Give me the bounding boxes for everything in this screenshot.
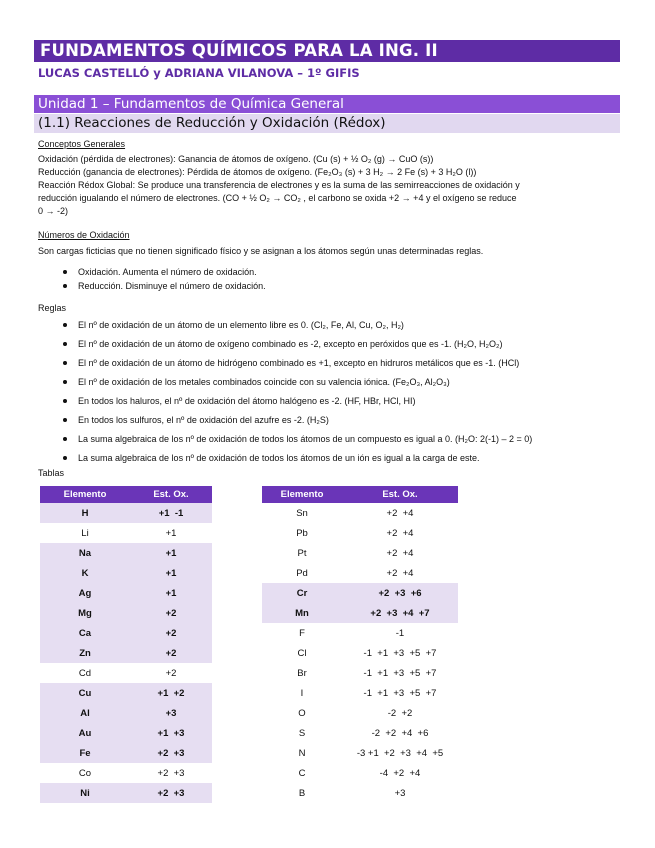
table-header-row bbox=[40, 486, 212, 503]
oxidation-state-cell: +2 bbox=[130, 603, 212, 623]
regla-item: El nº de oxidación de un átomo de hidrógeno combinado es +1, excepto en hidruros metálicos que es -1. (HCl) bbox=[78, 358, 520, 368]
element-cell: Pd bbox=[262, 563, 342, 583]
table-row bbox=[262, 783, 458, 803]
oxidation-table-left bbox=[40, 486, 212, 803]
oxidation-state-cell: +1 bbox=[130, 583, 212, 603]
numeros-item-term: Oxidación bbox=[78, 267, 119, 277]
table-body bbox=[40, 503, 212, 803]
oxidation-state-cell: -2 +2 +4 +6 bbox=[342, 723, 458, 743]
bullet-dot bbox=[63, 342, 67, 346]
table-row bbox=[262, 523, 458, 543]
oxidation-table-right bbox=[262, 486, 458, 803]
regla-item: En todos los sulfuros, el nº de oxidación del azufre es -2. (H₂S) bbox=[78, 415, 329, 425]
oxidation-state-cell: +1 +3 bbox=[130, 723, 212, 743]
oxidation-state-cell: +2 +4 bbox=[342, 563, 458, 583]
oxidation-state-cell: -1 +1 +3 +5 +7 bbox=[342, 663, 458, 683]
element-cell: Au bbox=[40, 723, 130, 743]
column-header-elemento: Elemento bbox=[40, 486, 130, 503]
unit-heading: Unidad 1 – Fundamentos de Química General bbox=[34, 95, 620, 113]
table-row bbox=[40, 683, 212, 703]
table-row bbox=[262, 603, 458, 623]
element-cell: K bbox=[40, 563, 130, 583]
oxidacion-text: : Ganancia de átomos de oxígeno. (Cu (s) + ½ O₂ (g) → CuO (s)) bbox=[173, 154, 434, 164]
oxidation-state-cell: -4 +2 +4 bbox=[342, 763, 458, 783]
bullet-dot bbox=[63, 437, 67, 441]
oxidation-state-cell: +2 +4 bbox=[342, 523, 458, 543]
numeros-item-text: . Aumenta el número de oxidación. bbox=[118, 267, 257, 277]
element-cell: Cl bbox=[262, 643, 342, 663]
numeros-item-text: . Disminuye el número de oxidación. bbox=[120, 281, 266, 291]
bullet-dot bbox=[63, 380, 67, 384]
oxidation-state-cell: +2 bbox=[130, 643, 212, 663]
oxidation-state-cell: +2 +4 bbox=[342, 543, 458, 563]
oxidation-state-cell: +2 +3 bbox=[130, 743, 212, 763]
table-row bbox=[40, 603, 212, 623]
redox-term: Reacción Rédox Global bbox=[38, 180, 133, 190]
numeros-intro: Son cargas ficticias que no tienen significado físico y se asignan a los átomos según unas determinadas reglas. bbox=[38, 246, 484, 256]
element-cell: Fe bbox=[40, 743, 130, 763]
column-header-elemento: Elemento bbox=[262, 486, 342, 503]
element-cell: Pt bbox=[262, 543, 342, 563]
element-cell: Br bbox=[262, 663, 342, 683]
oxidation-state-cell: +1 bbox=[130, 543, 212, 563]
numeros-item-oxidacion bbox=[78, 266, 257, 278]
element-cell: H bbox=[40, 503, 130, 523]
bullet-dot bbox=[63, 418, 67, 422]
oxidation-state-cell: -3 +1 +2 +3 +4 +5 bbox=[342, 743, 458, 763]
bullet-dot bbox=[63, 323, 67, 327]
authors-line: LUCAS CASTELLÓ y ADRIANA VILANOVA – 1º GIFIS bbox=[38, 66, 360, 80]
table-row bbox=[40, 763, 212, 783]
reglas-heading: Reglas bbox=[38, 303, 67, 313]
element-cell: B bbox=[262, 783, 342, 803]
table-row bbox=[262, 543, 458, 563]
element-cell: S bbox=[262, 723, 342, 743]
table-row bbox=[262, 503, 458, 523]
table-row bbox=[262, 583, 458, 603]
table-row bbox=[262, 563, 458, 583]
oxidation-state-cell: +2 +3 +6 bbox=[342, 583, 458, 603]
element-cell: I bbox=[262, 683, 342, 703]
table-row bbox=[40, 663, 212, 683]
numeros-item-term: Reducción bbox=[78, 281, 121, 291]
regla-item: El nº de oxidación de un átomo de oxígeno combinado es -2, excepto en peróxidos que es -1. (H₂O, H₂O₂) bbox=[78, 339, 503, 349]
bullet-dot bbox=[63, 361, 67, 365]
table-row bbox=[40, 743, 212, 763]
element-cell: C bbox=[262, 763, 342, 783]
tablas-heading: Tablas bbox=[38, 468, 65, 478]
oxidacion-definition bbox=[38, 153, 433, 165]
reduccion-text: : Pérdida de átomos de oxígeno. (Fe₂O₃ (s) + 3 H₂ → 2 Fe (s) + 3 H₂O (l)) bbox=[182, 167, 477, 177]
table-row bbox=[262, 643, 458, 663]
oxidation-state-cell: +2 bbox=[130, 663, 212, 683]
column-header-est-ox: Est. Ox. bbox=[130, 486, 212, 503]
element-cell: Li bbox=[40, 523, 130, 543]
table-row bbox=[40, 643, 212, 663]
oxidation-state-cell: -1 +1 +3 +5 +7 bbox=[342, 683, 458, 703]
conceptos-heading: Conceptos Generales bbox=[38, 139, 126, 149]
table-row bbox=[262, 743, 458, 763]
table-row bbox=[262, 723, 458, 743]
element-cell: Ni bbox=[40, 783, 130, 803]
regla-item: La suma algebraica de los nº de oxidación de todos los átomos de un compuesto es igual a 0. (H₂O: 2(-1) – 2 = 0) bbox=[78, 434, 533, 444]
table-row bbox=[262, 683, 458, 703]
oxidation-state-cell: +2 +3 bbox=[130, 783, 212, 803]
element-cell: O bbox=[262, 703, 342, 723]
element-cell: Ca bbox=[40, 623, 130, 643]
redox-line-3: 0 → -2) bbox=[38, 206, 69, 216]
table-row bbox=[262, 663, 458, 683]
numeros-item-reduccion bbox=[78, 280, 266, 292]
element-cell: Mg bbox=[40, 603, 130, 623]
table-header-row bbox=[262, 486, 458, 503]
document-title: FUNDAMENTOS QUÍMICOS PARA LA ING. II bbox=[34, 40, 620, 62]
oxidation-state-cell: +1 bbox=[130, 523, 212, 543]
regla-item: El nº de oxidación de los metales combinados coincide con su valencia iónica. (Fe₂O₃, Al₂O₃) bbox=[78, 377, 450, 387]
element-cell: Al bbox=[40, 703, 130, 723]
column-header-est-ox: Est. Ox. bbox=[342, 486, 458, 503]
oxidation-state-cell: +3 bbox=[342, 783, 458, 803]
table-row bbox=[40, 503, 212, 523]
bullet-dot bbox=[63, 284, 67, 288]
oxidation-state-cell: +1 -1 bbox=[130, 503, 212, 523]
oxidation-state-cell: +1 +2 bbox=[130, 683, 212, 703]
table-body bbox=[262, 503, 458, 803]
element-cell: Mn bbox=[262, 603, 342, 623]
oxidation-state-cell: +2 +3 bbox=[130, 763, 212, 783]
element-cell: F bbox=[262, 623, 342, 643]
reduccion-definition bbox=[38, 166, 476, 178]
reduccion-term: Reducción (ganancia de electrones) bbox=[38, 167, 183, 177]
element-cell: Cd bbox=[40, 663, 130, 683]
bullet-dot bbox=[63, 456, 67, 460]
oxidation-state-cell: +1 bbox=[130, 563, 212, 583]
regla-item: En todos los haluros, el nº de oxidación del átomo halógeno es -2. (HF, HBr, HCl, HI) bbox=[78, 396, 416, 406]
element-cell: Ag bbox=[40, 583, 130, 603]
table-row bbox=[40, 723, 212, 743]
table-row bbox=[40, 523, 212, 543]
numeros-heading: Números de Oxidación bbox=[38, 230, 130, 240]
table-row bbox=[262, 623, 458, 643]
redox-definition bbox=[38, 179, 520, 191]
element-cell: Cr bbox=[262, 583, 342, 603]
element-cell: Na bbox=[40, 543, 130, 563]
oxidation-state-cell: -1 +1 +3 +5 +7 bbox=[342, 643, 458, 663]
element-cell: Cu bbox=[40, 683, 130, 703]
redox-text: : Se produce una transferencia de electrones y es la suma de las semirreacciones de oxidación y bbox=[132, 180, 520, 190]
oxidacion-term: Oxidación (pérdida de electrones) bbox=[38, 154, 174, 164]
oxidation-state-cell: +2 +3 +4 +7 bbox=[342, 603, 458, 623]
oxidation-state-cell: +2 bbox=[130, 623, 212, 643]
table-row bbox=[40, 583, 212, 603]
oxidation-state-cell: +3 bbox=[130, 703, 212, 723]
table-row bbox=[262, 763, 458, 783]
table-row bbox=[40, 703, 212, 723]
redox-line-2: reducción igualando el número de electrones. (CO + ½ O₂ → CO₂ , el carbono se oxida +2 → +4 y el oxígeno se reduce bbox=[38, 193, 517, 203]
table-row bbox=[40, 783, 212, 803]
bullet-dot bbox=[63, 270, 67, 274]
oxidation-state-cell: -2 +2 bbox=[342, 703, 458, 723]
regla-item: El nº de oxidación de un átomo de un elemento libre es 0. (Cl₂, Fe, Al, Cu, O₂, H₂) bbox=[78, 320, 404, 330]
table-row bbox=[40, 543, 212, 563]
oxidation-state-cell: -1 bbox=[342, 623, 458, 643]
section-heading: (1.1) Reacciones de Reducción y Oxidación (Rédox) bbox=[34, 114, 620, 133]
element-cell: Pb bbox=[262, 523, 342, 543]
oxidation-state-cell: +2 +4 bbox=[342, 503, 458, 523]
element-cell: Sn bbox=[262, 503, 342, 523]
element-cell: Co bbox=[40, 763, 130, 783]
table-row bbox=[40, 623, 212, 643]
table-row bbox=[40, 563, 212, 583]
element-cell: Zn bbox=[40, 643, 130, 663]
element-cell: N bbox=[262, 743, 342, 763]
regla-item: La suma algebraica de los nº de oxidación de todos los átomos de un ión es igual a la carga de este. bbox=[78, 453, 480, 463]
table-row bbox=[262, 703, 458, 723]
bullet-dot bbox=[63, 399, 67, 403]
